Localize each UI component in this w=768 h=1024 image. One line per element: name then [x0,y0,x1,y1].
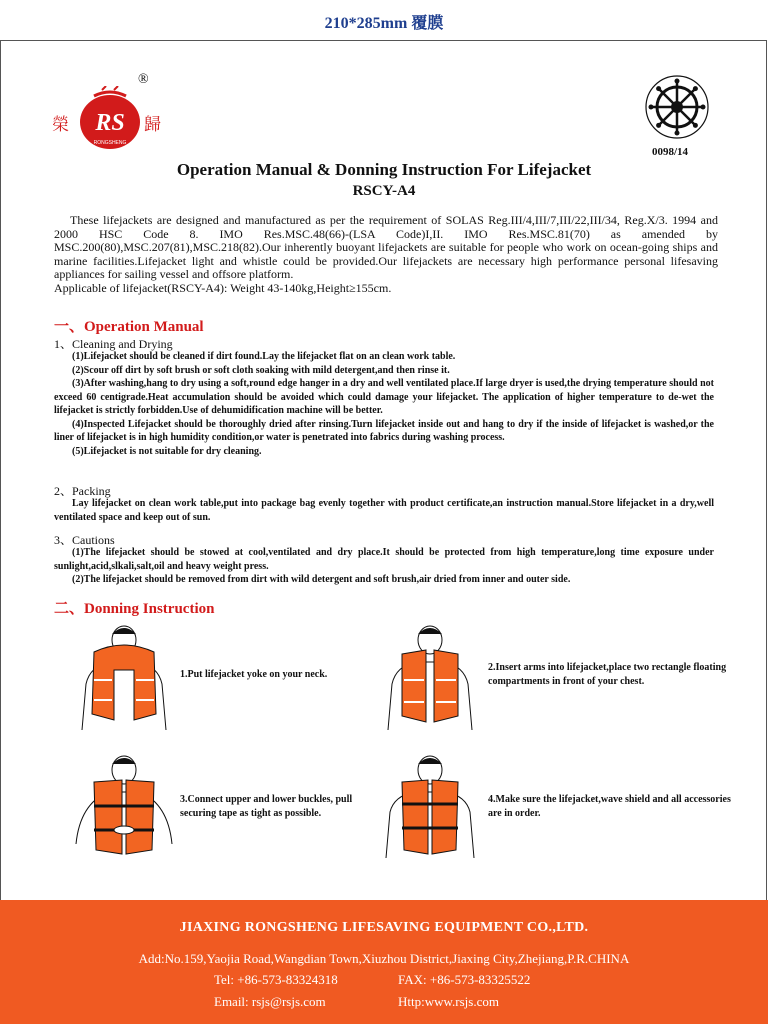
print-spec-note: 210*285mm 覆膜 [324,15,444,32]
packing-instructions [54,497,714,524]
caution-item: (2)The lifejacket should be removed from dirt with wild detergent and soft brush,air dried from inner and outer side. [72,574,571,585]
section-heading-donning: 二、Donning Instruction [54,601,215,617]
donning-step-3-illustration [72,754,176,858]
donning-step-4-illustration [378,754,482,858]
subheading-cleaning: 1、Cleaning and Drying [54,337,173,351]
company-fax: FAX: +86-573-83325522 [398,972,531,987]
footer-banner [0,900,768,1024]
registered-mark: ® [138,72,149,87]
company-website: Http:www.rsjs.com [398,994,499,1009]
logo-emblem-icon [74,86,146,152]
certification-number: 0098/14 [652,146,689,158]
company-email: Email: rsjs@rsjs.com [214,994,326,1009]
logo-mark-text: RS [95,110,125,136]
company-name: JIAXING RONGSHENG LIFESAVING EQUIPMENT CO.,LTD. [179,920,589,935]
cleaning-item: (4)Inspected Lifejacket should be thoroughly dried after rinsing.Turn lifejacket inside out and hang to dry if the inside of lifejacket is washed,or the liner of lifejacket is in high humidity condition,or water is penetrated into fabrics during washing process. [54,418,714,443]
logo-char-right: 歸 [144,115,161,134]
svg-text:RONGSHENG: RONGSHENG [93,140,127,146]
packing-text: Lay lifejacket on clean work table,put into package bag evenly together with product certificate,an instruction manual.Store lifejacket in a dry,well ventilated space and keep out of sun. [54,498,714,523]
cleaning-item: (1)Lifejacket should be cleaned if dirt found.Lay the lifejacket flat on an clean work table. [72,351,456,362]
applicability-line: Applicable of lifejacket(RSCY-A4): Weight 43-140kg,Height≥155cm. [54,280,392,295]
donning-step-3-text: 3.Connect upper and lower buckles, pull securing tape as tight as possible. [180,794,353,819]
intro-paragraph: These lifejackets are designed and manufactured as per the requirement of SOLAS Reg.III/4,III/7,III/22,III/34, Reg.X/3. 1994 and 2000 HSC Code 8. IMO Res.MSC.48(66)-(LSA Code)I,II. IMO Res.MSC.81(70) as amended by MSC.200(80),MSC.207(81),MSC.218(82).Our inherently buoyant lifejackets are suitable for people who work on ocean-going ships and marine facilities.Lifejacket light and whistle could be provided.Our lifejackets are necessary high performance personal lifesaving appliances for sailing vessel and offsore platform. [54,213,718,281]
subheading-packing: 2、Packing [54,484,111,498]
cleaning-item: (5)Lifejacket is not suitable for dry cleaning. [72,445,262,457]
donning-step-2-illustration [382,622,478,730]
caution-item: (1)The lifejacket should be stowed at cool,ventilated and dry place.It should be protected from high temperature,long time exposure under sunlight,acid,slkali,salt,oil and heavy weight press. [54,547,714,572]
company-telephone: Tel: +86-573-83324318 [214,972,338,987]
intro-text [54,214,718,295]
company-address: Add:No.159,Yaojia Road,Wangdian Town,Xiuzhou District,Jiaxing City,Zhejiang,P.R.CHINA [138,951,630,966]
logo-char-left: 榮 [52,115,69,134]
cleaning-item: (3)After washing,hang to dry using a soft,round edge hanger in a dry and well ventilated place.If large dryer is used,the drying temperature should not exceed 60 centigrade.Heat accumulation should be avoided which could damage your lifejacket. The application of higher temperature to de-wet the lifejacket is strictly forbidden.Use of dehumidification machine will be better. [54,378,714,416]
company-logo [52,72,172,162]
caution-instructions [54,546,714,587]
section-heading-operation: 一、Operation Manual [54,319,204,335]
cleaning-instructions [54,350,714,458]
ship-wheel-icon [644,74,710,140]
model-number: RSCY-A4 [352,183,416,199]
donning-step-4-text: 4.Make sure the lifejacket,wave shield and all accessories are in order. [488,794,731,819]
donning-step-1-text: 1.Put lifejacket yoke on your neck. [180,669,328,680]
donning-step-2-text: 2.Insert arms into lifejacket,place two rectangle floating compartments in front of your chest. [488,662,727,687]
subheading-cautions: 3、Cautions [54,533,115,547]
page-title: Operation Manual & Donning Instruction For Lifejacket [176,160,592,179]
cleaning-item: (2)Scour off dirt by soft brush or soft cloth soaking with mild detergent,and then rinse it. [72,364,450,376]
donning-step-1-illustration [76,622,172,730]
